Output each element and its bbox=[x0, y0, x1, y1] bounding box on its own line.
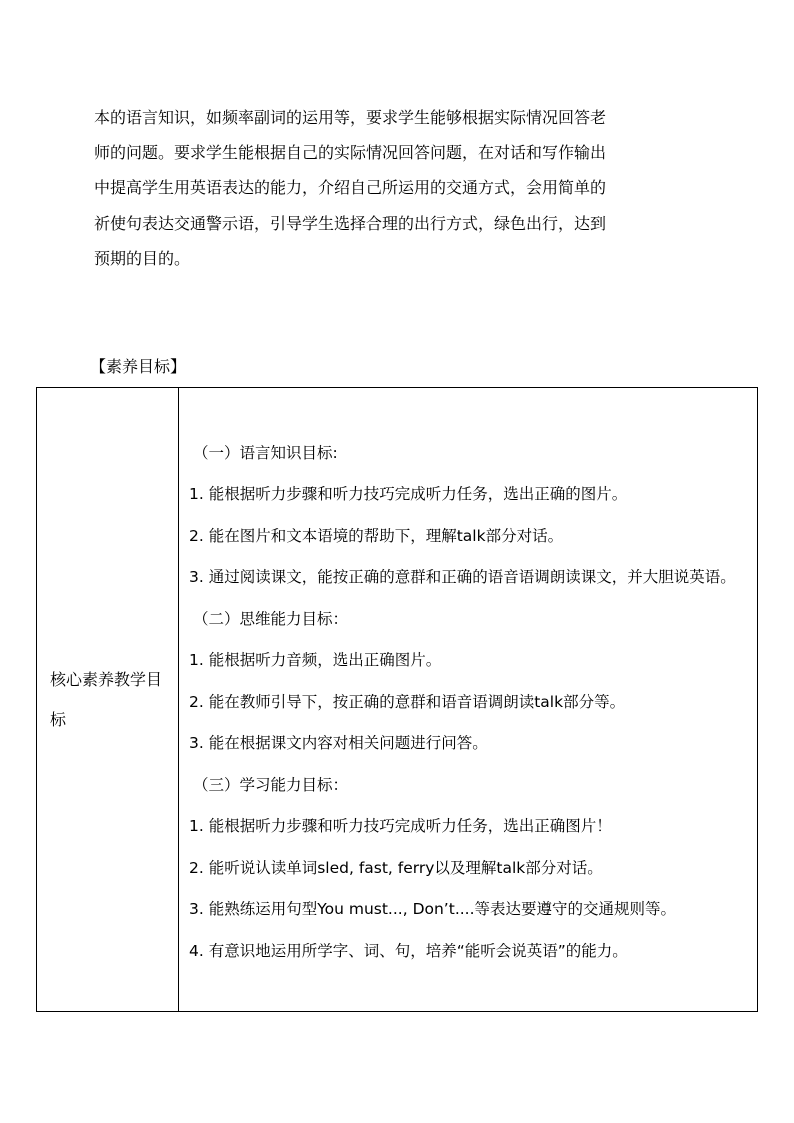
goals-table bbox=[36, 387, 758, 1012]
table-row bbox=[37, 388, 758, 1012]
section-3-heading: （三）学习能力目标： bbox=[193, 775, 349, 794]
list-item: 3. 通过阅读课文，能按正确的意群和正确的语音语调朗读课文，并大胆说英语。 bbox=[189, 568, 736, 587]
section-1-heading: （一）语言知识目标: bbox=[193, 443, 338, 462]
intro-line: 师的问题。要求学生能根据自己的实际情况回答问题，在对话和写作输出 bbox=[94, 143, 607, 163]
section-heading: 【素养目标】 bbox=[90, 357, 187, 376]
intro-line: 预期的目的。 bbox=[94, 248, 191, 268]
list-item: 3. 能熟练运用句型You must..., Don’t....等表达要遵守的交通规则等。 bbox=[189, 900, 677, 919]
list-item: 1. 能根据听力步骤和听力技巧完成听力任务，选出正确的图片。 bbox=[189, 485, 628, 504]
list-item: 2. 能在教师引导下，按正确的意群和语音语调朗读talk部分等。 bbox=[189, 692, 626, 711]
table-label: 核心素养教学目标 bbox=[50, 669, 163, 729]
section-2-heading: （二）思维能力目标： bbox=[193, 609, 349, 628]
intro-line: 祈使句表达交通警示语，引导学生选择合理的出行方式，绿色出行，达到 bbox=[94, 213, 607, 233]
list-item: 3. 能在根据课文内容对相关问题进行问答。 bbox=[189, 734, 488, 753]
list-item: 1. 能根据听力步骤和听力技巧完成听力任务，选出正确图片！ bbox=[189, 817, 612, 836]
intro-line: 本的语言知识，如频率副词的运用等，要求学生能够根据实际情况回答老 bbox=[94, 108, 607, 127]
list-item: 2. 能听说认读单词sled, fast, ferry以及理解talk部分对话。 bbox=[189, 858, 603, 877]
intro-line: 中提高学生用英语表达的能力，介绍自己所运用的交通方式，会用简单的 bbox=[94, 178, 607, 198]
list-item: 4. 有意识地运用所学字、词、句，培养“能听会说英语”的能力。 bbox=[189, 941, 628, 960]
list-item: 2. 能在图片和文本语境的帮助下，理解talk部分对话。 bbox=[189, 526, 564, 545]
table-label-cell bbox=[37, 388, 179, 1012]
list-item: 1. 能根据听力音频，选出正确图片。 bbox=[189, 651, 442, 670]
intro-paragraph bbox=[94, 104, 714, 280]
table-content-cell bbox=[179, 388, 758, 1012]
